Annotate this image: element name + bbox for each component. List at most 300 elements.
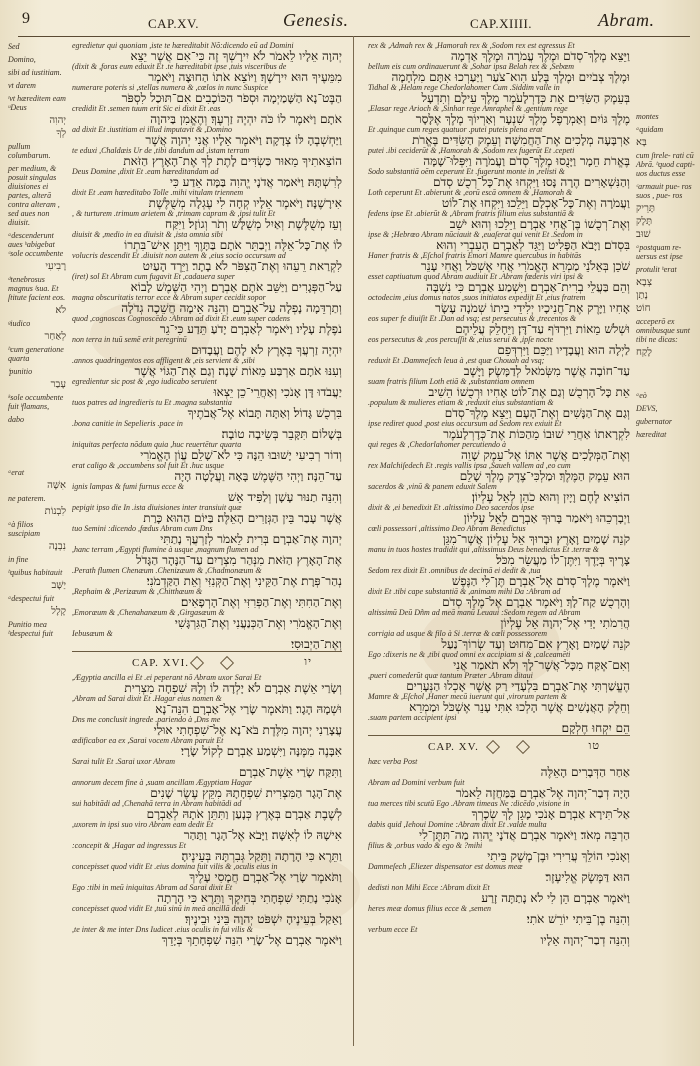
interlinear-line [72,483,342,504]
interlinear-line [72,716,342,737]
latin-gloss: .annos quadringentos eos affligent & ,eis servient & ,sibi [72,357,255,365]
latin-gloss: Sodo substantiā oēm ceperunt Et .fugerunt monte in ,relisti & [368,168,565,176]
latin-gloss: .Perath flumen Chenæum .Chenizæum & ,Chadmonæum & [72,567,262,575]
margin-note-hebrew: נָתַן [636,290,648,301]
interlinear-line [72,336,342,357]
hebrew-text: עַד־הֵנָּה׃ וַיְהִי הַשֶּׁמֶשׁ בָּאָה וַעֲלָטָה הָיָה [174,469,342,483]
margin-note: acceperō ex omnibusque sunt tibi ne dicas: [636,317,690,344]
latin-gloss: manu in tuos hostes tradidit qui ,altissimus Deus benedictus Et .terræ & [368,546,599,554]
margin-note: DEVS, [636,404,658,413]
hebrew-text: בִּסְדֹם׃ וַיָּבֹא הַפָּלִיט וַיַּגֵּד לְאַבְרָם הָעִבְרִי וְהוּא [436,238,630,252]
interlinear-line [368,693,630,714]
hebrew-text: אֶת־הָאָרֶץ הַזֹּאת מִנְּהַר מִצְרַיִם עַד־הַנָּהָר הַגָּדֹל [136,553,342,567]
hebrew-text: מִמֵּעֶיךָ הוּא יִירָשֶׁךָ׃ וַיּוֹצֵא אֹתוֹ הַחוּצָה וַיֹּאמֶר [148,70,342,84]
interlinear-line [368,821,630,842]
hebrew-text: לִקְרַאת רֵעֵהוּ וְאֶת־הַצִּפֹּר לֹא בָתָר׃ וַיֵּרֶד הָעַיִט [142,259,342,273]
latin-gloss: Et .quinque cum reges quatuor .putei puteis plena erat [368,126,543,134]
interlinear-line [72,315,342,336]
running-header [0,8,700,38]
latin-gloss: numerare poteris si ,stellas numera & ,cœlos in nunc Suspice [72,84,268,92]
hebrew-text: אַחַר הַדְּבָרִים הָאֵלֶּה [540,765,630,779]
latin-gloss: dedisti non Mihi Ecce :Abram dixit Et [368,884,490,892]
interlinear-line [72,609,342,630]
latin-gloss: ,Emoræum & ,Chenahanæum & ,Girgasæum & [72,609,225,617]
interlinear-line [72,189,342,210]
interlinear-line [368,63,630,84]
latin-gloss: Iebusæum & [72,630,113,638]
interlinear-line [368,630,630,651]
hebrew-text: נְהַר־פְּרָת׃ אֶת־הַקֵּינִי וְאֶת־הַקְּנִזִּי וְאֵת הַקַּדְמֹנִי׃ [146,574,342,588]
latin-gloss: ,pueri comederūt quæ tantum Præter .Abram ditaui [368,672,533,680]
latin-gloss: (iret) sol Et Abram cum fugavit Et ,cadauera super [72,273,235,281]
interlinear-line [368,420,630,441]
margin-note-hebrew: חוֹט [636,303,651,314]
hebrew-text: וַיֹּאמֶר מֶלֶךְ־סְדֹם אֶל־אַבְרָם תֶּן־לִי הַנֶּפֶשׁ [451,574,630,588]
latin-gloss: reduxit Et .Dammeſech leua à ,est quæ Chouah ad vsq; [368,357,545,365]
hebrew-text: וַיַּחְשְׁבֶהָ לּוֹ צְדָקָה׃ וַיֹּאמֶר אֵלָיו אֲנִי יְהוָה אֲשֶׁר [145,133,342,147]
latin-gloss: ipse rediret quod ,post eius occursum ad Sedom rex exiuit Et [368,420,562,428]
latin-gloss: ,Abram ad Sarai dixit Et .Hagar eius nomen & [72,695,222,703]
latin-gloss: :concepit & ,Hagar ad ingressus Et [72,842,186,850]
interlinear-line [368,714,630,735]
latin-gloss: magna obscuritatis terror ecce & Abram super cecidit sopor [72,294,266,302]
hebrew-text: וַיֹּאמֶר אַבְרָם הֵן לִי לֹא נָתַתָּה זָרַע [481,891,630,905]
hebrew-text: וּמֶלֶךְ צְבֹיִים וּמֶלֶךְ בֶּלַע הִוא־צֹעַר וַיַּעַרְכוּ אִתָּם מִלְחָמָה [391,70,630,84]
latin-gloss: , & turturem .trimum arietem & ,trimam capram & ,ipsi tulit Et [72,210,276,218]
hebrew-text: אֹתָם וַיֹּאמֶר לוֹ כֹּה יִהְיֶה זַרְעֶךָ׃ וְהֶאֱמִן בַּיהוָה [150,112,342,126]
latin-gloss: verbum ecce Et [368,926,418,934]
interlinear-line [368,884,630,905]
latin-gloss: dixit & ,ei benedixit Et .altissimo Deo sacerdos ipse [368,504,534,512]
latin-gloss: eos super fe diuiſit Et .Dan ad vsq; est persecutus & ,trecentos & [368,315,577,323]
hebrew-text: הוּא דַּמֶּשֶׂק אֱלִיעֶזֶר׃ [545,870,630,884]
margin-note: gubernator [636,417,672,426]
interlinear-line [368,504,630,525]
margin-spacer [8,428,66,468]
interlinear-line [368,42,630,63]
ornament-icon [190,656,204,670]
hebrew-text: אֵת כָּל־הָרְכֻשׁ וְגַם אֶת־לוֹט אָחִיו וּרְכֻשׁוֹ הֵשִׁיב [428,385,630,399]
latin-gloss: Abram ad Domini verbum fuit [368,779,465,787]
latin-gloss: hæc verba Post [368,758,418,766]
hebrew-text: קֹנֵה שָׁמַיִם וָאָרֶץ׃ אִם־מִחוּט וְעַד שְׂרוֹךְ־נַעַל [441,637,630,651]
latin-gloss: credidit Et .semen tuum erit Sic ei dixit Et .eas [72,105,221,113]
interlinear-line [368,525,630,546]
hebrew-text: יְהוָה אֶת־אַבְרָם בְּרִית לֵאמֹר לְזַרְעֲךָ נָתַתִּי [160,532,342,546]
hebrew-text: הוֹצֵאתִיךָ מֵאוּר כַּשְׂדִּים לָתֶת לְךָ אֶת־הָאָרֶץ הַזֹּאת [123,154,342,168]
hebrew-text: מֶלֶךְ גּוֹיִם וְאַמְרָפֶל מֶלֶךְ שִׁנְעָר וְאַרְיוֹךְ מֶלֶךְ אֶלָּסָר [415,112,630,126]
margin-note: pullum columbarum. [8,142,51,160]
chapter-heading [368,735,630,758]
page-number: 9 [22,10,31,27]
latin-gloss: tua merces tibi scutū Ego .Abram timeas Ne :dicēdo ,visione in [368,800,570,808]
interlinear-line [368,926,630,947]
hebrew-text: לְרִשְׁתָּהּ׃ וַיֹּאמַר אֲדֹנָי יֱהוִה בַּמָּה אֵדַע כִּי [169,175,342,189]
hebrew-text: וּשְׁלֹשׁ מֵאוֹת וַיִּרְדֹּף עַד־דָּן׃ וַיֵּחָלֵק עֲלֵיהֶם [455,322,630,336]
latin-gloss: .suam partem accipient ipsi [368,714,457,722]
latin-gloss: (dixit & ,foras eum eduxit Et .te hæreditabit ipse ,tuis visceribus de [72,63,287,71]
latin-gloss: rex & ,Admah rex & ,Hamorah rex & ,Sodom rex est egressus Et [368,42,575,50]
chapter-heading-hebrew: יו [304,656,312,668]
hebrew-text: לוֹ אֶת־כָּל־אֵלֶּה וַיְבַתֵּר אֹתָם בַּתָּוֶךְ וַיִּתֵּן אִישׁ־בִּתְרוֹ [124,238,342,252]
interlinear-line [72,294,342,315]
ornament-icon [220,656,234,670]
latin-gloss: concepisset quod vidit Et .eius domina fuit vilis & ,oculis eius in [72,863,278,871]
margin-note-hebrew: תָּרֵיק [636,203,655,214]
latin-gloss: Sarai tulit Et .Sarai uxor Abram [72,758,175,766]
latin-gloss: ,hanc terram ,Ægypti flumine à usque ,magnum flumen ad [72,546,259,554]
latin-gloss: ipse & ;Hebrœo Abram nūciauit & ,euaſerat qui venit Et .Sedom in [368,231,583,239]
hebrew-text: הֵם יִקְחוּ חֶלְקָם׃ [561,721,630,735]
latin-gloss: rex Malchiſedech Et .regis vallis ipsa ,Saueh vallem ad ,eo cum [368,462,571,470]
latin-gloss: iniquitas perfecta nōdum quia ,huc reuertētur quarta [72,441,242,449]
hebrew-text: אֶת־הָגָר הַמִּצְרִית שִׁפְחָתָהּ מִקֵּץ עֶשֶׂר שָׁנִים [150,786,342,800]
interlinear-line [72,441,342,462]
latin-gloss: eos persecutus & ,eos percuſſit & ,eius serui & ,ipſe nocte [368,336,554,344]
latin-gloss: .populum & mulieres etiam & ,reduxit eius substantiam & [368,399,554,407]
left-text-column [72,42,342,947]
interlinear-line [368,462,630,483]
margin-note: vt darem [8,81,36,90]
interlinear-line [72,378,342,399]
latin-gloss: ædificabor ea ex ,Sarai vocem Abram paruit Et [72,737,224,745]
interlinear-line [368,800,630,821]
interlinear-line [72,273,342,294]
hebrew-text: אֲשֶׁר עָבַר בֵּין הַגְּזָרִים הָאֵלֶּה׃ בַּיּוֹם הַהוּא כָּרַת [143,511,342,525]
interlinear-line [368,567,630,588]
latin-gloss: Tidhal & ,Helam rege Chedorlahomer Cum .Siddim valle in [368,84,560,92]
hebrew-text: וְגַם אֶת־הַנָּשִׁים וְאֶת־הָעָם׃ וַיֵּצֵא מֶלֶךְ־סְדֹם [444,406,630,420]
interlinear-line [72,695,342,716]
latin-gloss: heres meæ domus filius ecce & ,semen [368,905,492,913]
hebrew-text: וְאֶת־הַמְּלָכִים אֲשֶׁר אִתּוֹ אֶל־עֵמֶק שָׁוֵה [461,448,630,462]
margin-note: ne paterem. [8,494,46,503]
latin-gloss: putei .ibi ceciderūt & ,Hamorah & ,Sodom rex fugerūt Et .cepeti [368,147,575,155]
interlinear-line [368,483,630,504]
hebrew-text: בֶּאֱרֹת חֵמָר וַיָּנֻסוּ מֶלֶךְ־סְדֹם וַעֲמֹרָה וַיִּפְּלוּ־שָׁמָּה [423,154,630,168]
left-margin-notes [8,42,66,642]
interlinear-line [72,737,342,758]
latin-gloss: octodecim ,eius domus natos ,suos initiatos expedijt Et ,eius fratrem [368,294,586,302]
latin-gloss: tuos patres ad ingredieris tu Et .magna substantia [72,399,232,407]
margin-note: montes [636,112,659,121]
hebrew-text: יִהְיֶה זַרְעֲךָ בְּאֶרֶץ לֹא לָהֶם וַעֲבָדוּם [190,343,342,357]
interlinear-line [368,651,630,672]
margin-note: Sed [8,42,20,51]
margin-note: cum ſtrele- rati cū Abrā. ᵇquod capti- uos ductus esse [636,151,695,178]
latin-gloss: concepisset quod vidit Et ,tuū sinū in meā ancillā dedi [72,905,246,913]
margin-note: ᵏsole occumbente fuit ˡflamans, [8,393,64,411]
interlinear-line [72,63,342,84]
latin-gloss: volucris descendit Et .diuisit non autem & ,eius socio occursum ad [72,252,286,260]
margin-note: ᵗvt hæreditem eam ᵘDeus [8,94,66,112]
latin-gloss: altissimū Deū Dñm ad meā manū Leuaui :Sedom regem ad Abram [368,609,581,617]
hebrew-text: בִּרְכֻשׁ גָּדוֹל׃ וְאַתָּה תָּבוֹא אֶל־אֲבֹתֶיךָ [187,406,342,420]
interlinear-line [368,905,630,926]
latin-gloss: sui habitādi ad ,Chenahā terra in Abram habitādi ad [72,800,242,808]
hebrew-text: וְהַנִּשְׁאָרִים הֶרָה נָּסוּ׃ וַיִּקְחוּ אֶת־כָּל־רְכֻשׁ סְדֹם [432,175,630,189]
hebrew-text: הוֹצִיא לֶחֶם וָיָיִן וְהוּא כֹהֵן לְאֵל עֶלְיוֹן׃ [471,490,630,504]
interlinear-line [72,905,342,926]
latin-gloss: diuisit & ,medio in ea diuisit & ,ista omnia sibi [72,231,223,239]
interlinear-line [72,842,342,863]
latin-gloss: te eduxi ,Chaldæis Ur de ,tibi dandum ad ,istam terram [72,147,250,155]
margin-note: sibi ad iustitiam. [8,68,62,77]
interlinear-line [368,758,630,779]
hebrew-text: יַעֲבֹדוּ דָּן אָנֹכִי וְאַחֲרֵי־כֵן יֵצְאוּ [213,385,342,399]
interlinear-line [368,441,630,462]
hebrew-text: וַיֵּצֵא מֶלֶךְ־סְדֹם וּמֶלֶךְ עֲמֹרָה וּמֶלֶךְ אַדְמָה [450,49,630,63]
interlinear-line [72,147,342,168]
latin-gloss: Deus Domine ,dixit Et .eam hæreditandam ad [72,168,219,176]
margin-note: ᵃdespectui fuit [8,594,55,603]
interlinear-line [368,252,630,273]
margin-note: in fine [8,555,29,564]
margin-note-hebrew: לְךָ [56,128,66,139]
margin-note: Punitio mea ᵇdespectui fuit [8,620,54,638]
margin-note-hebrew: שׁוּב [636,229,651,240]
interlinear-line [368,294,630,315]
latin-gloss: dabis quid ,Iehoui Domine :Abram dixit Et .valde multa [368,821,547,829]
margin-note: ᵃpostquam re- uersus est ipse [636,243,683,261]
hebrew-text: עֲצָרַנִי יְהוָה מִלֶּדֶת בֹּא־נָא אֶל־שִׁפְחָתִי אוּלַי [153,723,342,737]
margin-note: ᵇquibus habitauit [8,568,63,577]
hebrew-text: וְשָׂרַי אֵשֶׁת אַבְרָם לֹא יָלְדָה לוֹ וְלָהּ שִׁפְחָה מִצְרִית [124,681,342,695]
hebrew-text: בְּשָׁלוֹם תִּקָּבֵר בְּשֵׂיבָה טוֹבָה׃ [221,427,342,441]
margin-note: ᶜarmauit pue- ros suos , pue- ros [636,182,692,200]
margin-note: ᵈtenebrosus magnus ᶠsua. Et ſtitute facient eos. [8,275,66,302]
margin-note: protulit ᵇerat [636,265,677,274]
right-chapter-heading: CAP.XIIII. [470,16,533,31]
margin-note-hebrew: בָּא [636,137,647,148]
latin-gloss: fedens ipse Et .abierūt & ,Abram fratris filium eius substantiā & [368,210,575,218]
margin-note: dabo [8,415,24,424]
hebrew-text: לִקְרָאתוֹ אַחֲרֵי שׁוּבוֹ מֵהַכּוֹת אֶת־כְּדָרְלָעֹמֶר [443,427,630,441]
hebrew-text: הַרְבֵּה מְאֹד׃ וַיֹּאמֶר אַבְרָם אֲדֹנָי יֱהוִה מַה־תִּתֶּן־לִי [419,828,630,842]
margin-note: per medium, & posuit singulas diuisiones ei partes, alterā contra alteram , sed aues non diuisit. [8,164,60,227]
latin-gloss: quod ,cognoscas Cognoscēdo :Abram ad dixit Et .eum super cadens [72,315,290,323]
interlinear-line [368,378,630,399]
hebrew-text: וְתַרְדֵּמָה נָפְלָה עַל־אַבְרָם וְהִנֵּה אֵימָה חֲשֵׁכָה גְדֹלָה [121,301,342,315]
margin-note-hebrew: אִשָּׁה [47,480,66,491]
latin-gloss: ,Ægyptia ancilla ei Et .ei peperant nō Abram uxor Sarai Et [72,674,262,682]
hebrew-text: וַתֵּרֶא כִּי הָרָתָה וַתֵּקַל גְּבִרְתָּהּ בְּעֵינֶיהָ׃ [181,849,342,863]
interlinear-line [72,588,342,609]
right-margin-notes [636,42,696,443]
latin-gloss: esset captiuatum quod Abram audiuit Et .Abram fœderis viri ipsi & [368,273,584,281]
latin-gloss: ignis lampas & fumi furnus ecce & [72,483,184,491]
interlinear-line [72,126,342,147]
column-divider [353,36,354,1046]
interlinear-line [368,126,630,147]
hebrew-text: וְהִנֵּה דְבַר־יְהוָה אֵלָיו [540,933,630,947]
latin-gloss: ,te inter & me inter Dns Iudicet .eius oculis in fui vilis & [72,926,253,934]
margin-spacer [636,42,696,112]
latin-gloss: annorum decem fine à ,suam ancillam Ægyptiam Hagar [72,779,252,787]
chapter-heading-latin: CAP. XVI. [132,657,189,669]
interlinear-line [368,210,630,231]
latin-gloss: Ego :dixeris ne & ,tibi quod omni ex accipiam si & ,calceamēti [368,651,571,659]
hebrew-text: בְּעֵמֶק הַשִּׂדִּים׃ אֵת כְּדָרְלָעֹמֶר מֶלֶךְ עֵילָם וְתִדְעָל [421,91,630,105]
latin-gloss: ad dixit Et .iustitiam ei illud imputavit & ,Domino [72,126,232,134]
margin-note-hebrew: תָּלָק [636,216,653,227]
margin-note: ᵃquidam [636,125,664,134]
chapter-heading-hebrew: טו [588,740,600,752]
interlinear-line [72,546,342,567]
interlinear-line [72,567,342,588]
hebrew-text: וְהִנֵּה תַנּוּר עָשָׁן וְלַפִּיד אֵשׁ [227,490,342,504]
margin-note-hebrew: קָלָל [51,606,66,617]
latin-gloss: pepigit ipso die In .ista diuisiones inter transiuit quæ [72,504,242,512]
interlinear-line [72,884,342,905]
margin-note: ᵃeò [636,391,647,400]
interlinear-line [368,588,630,609]
latin-gloss: ,Elasar rege Arioch & ,Sinhar rege Amraphel & ,gentium rege [368,105,568,113]
hebrew-text: יְהוָה אֵלָיו לֵאמֹר לֹא יִירָשְׁךָ זֶה כִּי־אִם אֲשֶׁר יֵצֵא [130,49,342,63]
interlinear-line [368,105,630,126]
latin-gloss: Loth ceperunt Et .abierunt & ,eorū escā omnem & ,Hamorah & [368,189,573,197]
margin-note-hebrew: לִבְנוֹת [44,506,66,517]
interlinear-line [72,758,342,779]
interlinear-line [368,315,630,336]
margin-note-hebrew: נִבְנֶה [48,541,66,552]
latin-gloss: corrigia ad usque & filo à Si .terræ & cœli possessorem [368,630,548,638]
interlinear-line [368,168,630,189]
latin-gloss: bellum eis cum ordinauerunt & ,Sohar ipsa Belah rex & ,Sebœm [368,63,575,71]
hebrew-text: צָרֶיךָ בְּיָדֶךָ וַיִּתֶּן־לוֹ מַעֲשֵׂר מִכֹּל׃ [496,553,630,567]
margin-note-hebrew: יַשָּׁב [51,580,66,591]
left-chapter-heading: CAP.XV. [148,16,199,31]
latin-gloss: dixit Et .eam hæreditabo Tolle .mihi vitulam triennem [72,189,244,197]
interlinear-line [368,546,630,567]
interlinear-line [72,821,342,842]
chapter-heading [72,651,342,674]
margin-spacer [636,361,696,391]
right-text-column [368,42,630,947]
ornament-icon [486,740,500,754]
hebrew-text: וְעֵז מְשֻׁלֶּשֶׁת וְאַיִל מְשֻׁלָּשׁ וְתֹר וְגוֹזָל׃ וַיִּקַּח [165,217,342,231]
book-title: Genesis. [283,10,349,30]
interlinear-line [368,672,630,693]
interlinear-line [72,84,342,105]
latin-gloss: .bona canitie in Sepelieris .pace in [72,420,183,428]
latin-gloss: egredietur qui quoniam ,iste te hæreditabit Nõ:dicendo eũ ad Domini [72,42,294,50]
hebrew-text: לְשֶׁבֶת אַבְרָם בְּאֶרֶץ כְּנָעַן וַתִּתֵּן אֹתָהּ לְאַבְרָם [146,807,342,821]
margin-note: ʰcum generatione quarta [8,345,64,363]
hebrew-text: הֶעֱשַׁרְתִּי אֶת־אַבְרָם׃ בִּלְעָדַי רַק אֲשֶׁר אָכְלוּ הַנְּעָרִים [406,679,630,693]
margin-note-hebrew: יְהוִה [49,115,66,126]
interlinear-line [72,210,342,231]
hebrew-text: וָאֵקַל בְּעֵינֶיהָ יִשְׁפֹּט יְהוָה בֵּינִי וּבֵינֶיךָ׃ [184,912,342,926]
hebrew-text: וְהָרְכֻשׁ קַח־לָךְ׃ וַיֹּאמֶר אַבְרָם אֶל־מֶלֶךְ סְדֹם [442,595,630,609]
hebrew-text: וַיְבָרְכֵהוּ וַיֹּאמַר בָּרוּךְ אַבְרָם לְאֵל עֶלְיוֹן [463,511,630,525]
latin-gloss: ,uxorem in ipsi suo viro Abram eam dedit Et [72,821,214,829]
interlinear-line [72,420,342,441]
hebrew-text: וְאֶת־הַחִתִּי וְאֶת־הַפְּרִזִּי וְאֶת־הָרְפָאִים׃ [180,595,342,609]
hebrew-text: אִישָׁהּ לוֹ לְאִשָּׁה׃ וַיָּבֹא אֶל־הָגָר וַתַּהַר [183,828,342,842]
hebrew-text: אַל־תִּירָא אַבְרָם אָנֹכִי מָגֵן לָךְ שְׂכָרְךָ [471,807,630,821]
header-rule [18,36,690,37]
interlinear-line [368,231,630,252]
latin-gloss: Dns me conclusit ingrede .pariendo à ,Dns me [72,716,221,724]
interlinear-line [72,105,342,126]
latin-gloss: qui reges & ,Chedorlahomer percutiendo à [368,441,507,449]
interlinear-line [72,168,342,189]
hebrew-text: וְאָנֹכִי הוֹלֵךְ עֲרִירִי וּבֶן־מֶשֶׁק בֵּיתִי [487,849,630,863]
hebrew-text: אָחִיו וַיָּרֶק אֶת־חֲנִיכָיו יְלִידֵי בֵיתוֹ שְׁמֹנָה עָשָׂר [434,301,630,315]
latin-gloss: non terra in tuū semē erit peregrinū [72,336,187,344]
margin-note: hæreditat [636,430,667,439]
interlinear-line [72,42,342,63]
hebrew-text: וְהִנֵּה בֶן־בֵּיתִי יוֹרֵשׁ אֹתִי׃ [526,912,630,926]
hebrew-text: שֹׁכֵן בְּאֵלֹנֵי מַמְרֵא הָאֱמֹרִי אֲחִי אֶשְׁכֹּל וַאֲחִי עָנֵר [420,259,630,273]
latin-gloss: Haner fratris & ,Eſchol fratris Emori Mamre quercubus in habitās [368,252,582,260]
hebrew-text: קֹנֵה שָׁמַיִם וָאָרֶץ׃ וּבָרוּךְ אֵל עֶלְיוֹן אֲשֶׁר־מִגֵּן [442,532,630,546]
latin-gloss: Dammeſech ,Eliezer dispensator est domus meæ [368,863,523,871]
latin-gloss: Ego :tibi in meū iniquitas Abram ad Sarai dixit Et [72,884,233,892]
hebrew-text: וּשְׁמָהּ הָגָר׃ וַתֹּאמֶר שָׂרַי אֶל־אַבְרָם הִנֵּה־נָא [155,702,342,716]
interlinear-line [72,863,342,884]
hebrew-text: עַל־הַפְּגָרִים וַיַּשֵּׁב אֹתָם אַבְרָם׃ וַיְהִי הַשֶּׁמֶשׁ לָבוֹא [130,280,342,294]
hebrew-text: וְהֵם בַּעֲלֵי בְרִית־אַבְרָם׃ וַיִּשְׁמַע אַבְרָם כִּי נִשְׁבָּה [426,280,630,294]
hebrew-text: וְאֶת־הָאֱמֹרִי וְאֶת־הַכְּנַעֲנִי וְאֶת־הַגִּרְגָּשִׁי [174,616,342,630]
interlinear-line [72,504,342,525]
margin-note-hebrew: לָקַח [636,347,652,358]
interlinear-line [368,189,630,210]
interlinear-line [72,525,342,546]
interlinear-line [72,800,342,821]
hebrew-text: הַבֶּט־נָא הַשָּׁמַיְמָה וּסְפֹר הַכּוֹכָבִים אִם־תּוּכַל לִסְפֹּר [121,91,342,105]
latin-gloss: suam fratris filium Loth etiā & ,substantiam omnem [368,378,535,386]
hebrew-text: וְחֵלֶק הָאֲנָשִׁים אֲשֶׁר הָלְכוּ אִתִּי עָנֵר אֶשְׁכֹּל וּמַמְרֵא [409,700,630,714]
latin-gloss: filius & ,orbus vado & ego & ?mihi [368,842,483,850]
margin-note-hebrew: לְאַחַר [44,331,66,342]
hebrew-text: וַתֹּאמֶר שָׂרַי אֶל־אַבְרָם חֲמָסִי עָלֶיךָ [189,870,342,884]
hebrew-text: הוּא עֵמֶק הַמֶּלֶךְ׃ וּמַלְכִּי־צֶדֶק מֶלֶךְ שָׁלֵם [459,469,630,483]
hebrew-text: וְאֶת־הַיְבוּסִי׃ [290,637,342,651]
hebrew-text: וְעִנּוּ אֹתָם אַרְבַּע מֵאוֹת שָׁנָה׃ וְגַם אֶת־הַגּוֹי אֲשֶׁר [134,364,342,378]
hebrew-text: עַד־חוֹבָה אֲשֶׁר מִשְּׂמֹאל לְדַמָּשֶׂק׃ וַיָּשֶׁב [463,364,630,378]
interlinear-line [368,84,630,105]
hebrew-text: אִבָּנֶה מִמֶּנָּה וַיִּשְׁמַע אַבְרָם לְקוֹל שָׂרָי׃ [180,744,342,758]
margin-note: ᵍiudico [8,319,31,328]
hebrew-text: הָיָה דְבַר־יְהוָה אֶל־אַבְרָם בַּמַּחֲזֶה לֵאמֹר [455,786,630,800]
interlinear-line [368,863,630,884]
latin-gloss: egredientur sic post & ,ego iudicabo seruient [72,378,217,386]
margin-note: ᵃdescenderunt aues ᵇabigebat ᶜsole occumbente [8,231,64,258]
latin-gloss: cœli possessori ,altissimo Deo Abram Benedictus [368,525,526,533]
margin-note: ⁱpunitio [8,367,33,376]
latin-gloss: erat caligo & ,occumbens sol fuit Et .huc usque [72,462,224,470]
latin-gloss: sacerdos & ,vinū & panem eduxit Salem [368,483,497,491]
latin-gloss: dixit Et .tibi cape substantiā & ,animam mihi Da :Abram ad [368,588,561,596]
latin-gloss: ,Rephaim & ,Perizæum & ,Chitthæum & [72,588,203,596]
interlinear-line [368,273,630,294]
hebrew-text: נֹפֶלֶת עָלָיו׃ וַיֹּאמֶר לְאַבְרָם יָדֹעַ תֵּדַע כִּי־גֵר [159,322,342,336]
hebrew-text: וְדוֹר רְבִיעִי יָשׁוּבוּ הֵנָּה כִּי לֹא־שָׁלֵם עֲוֹן הָאֱמֹרִי [140,448,342,462]
hebrew-text: וַיֹּאמֶר אַבְרָם אֶל־שָׂרַי הִנֵּה שִׁפְחָתֵךְ בְּיָדֵךְ [161,933,342,947]
margin-note-hebrew: עָבַר [50,379,66,390]
hebrew-text: וְאֶת־רְכֻשׁוֹ בֶּן־אֲחִי אַבְרָם וַיֵּלֵכוּ וְהוּא יֹשֵׁב [449,217,630,231]
hebrew-text: אַרְבָּעָה מְלָכִים אֶת־הַחֲמִשָּׁה׃ וְעֵמֶק הַשִּׂדִּים בֶּאֱרֹת [412,133,630,147]
interlinear-line [368,779,630,800]
interlinear-line [368,357,630,378]
interlinear-line [72,252,342,273]
hebrew-text: וַתִּקַּח שָׂרַי אֵשֶׁת־אַבְרָם [238,765,342,779]
latin-gloss: Sedom rex dixit Et .omnibus de decimā ei dedit & ,tua [368,567,541,575]
running-head-name: Abram. [598,10,655,30]
hebrew-text: וַעֲמֹרָה וְאֶת־כָּל־אָכְלָם וַיֵּלֵכוּ׃ וַיִּקְחוּ אֶת־לוֹט [441,196,630,210]
